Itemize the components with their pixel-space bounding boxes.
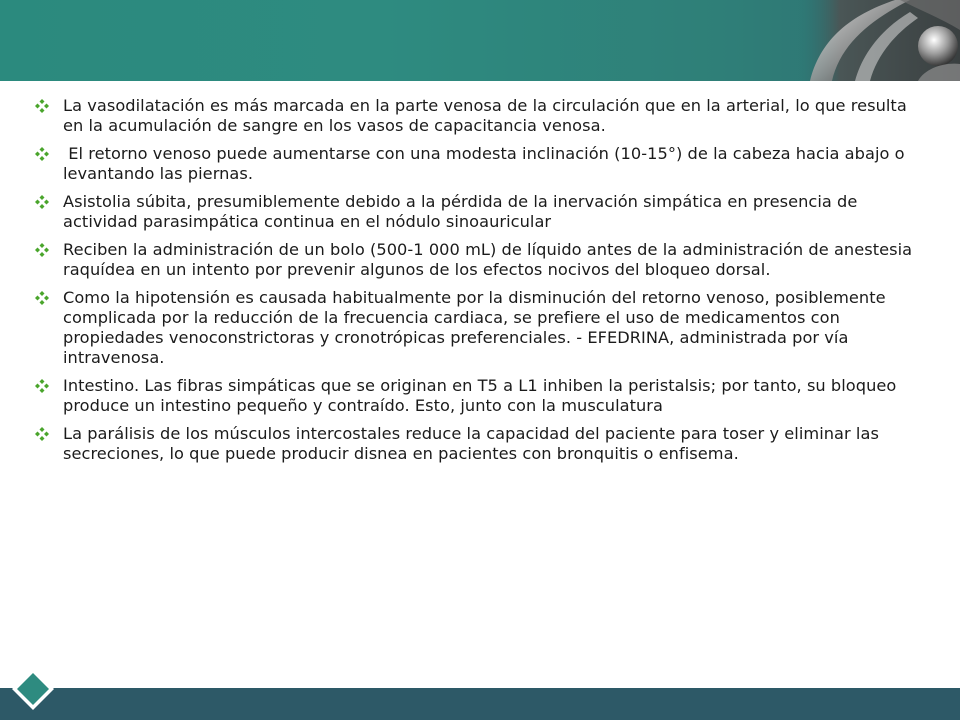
bullet-item <box>34 96 914 136</box>
bullet-text: Como la hipotensión es causada habitualmente por la disminución del retorno venoso, posiblemente complicada por la reducción de la frecuencia cardiaca, se prefiere el uso de medicamentos con propiedades venoconstrictoras y cronotrópicas preferenciales. - EFEDRINA, administrada por vía intravenosa. <box>63 288 886 367</box>
bullet-text: La parálisis de los músculos intercostales reduce la capacidad del paciente para toser y eliminar las secreciones, lo que puede producir disnea en pacientes con bronquitis o enfisema. <box>63 424 879 463</box>
footer-diamond-logo <box>8 664 58 714</box>
bullet-text: Intestino. Las fibras simpáticas que se originan en T5 a L1 inhiben la peristalsis; por tanto, su bloqueo produce un intestino pequeño y contraído. Esto, junto con la musculatura <box>63 376 897 415</box>
diamond-cluster-icon <box>34 242 50 258</box>
diamond-cluster-icon <box>34 98 50 114</box>
bullet-item <box>34 144 914 184</box>
bullet-text: Asistolia súbita, presumiblemente debido a la pérdida de la inervación simpática en presencia de actividad parasimpática continua en el nódulo sinoauricular <box>63 192 858 231</box>
diamond-cluster-icon <box>34 194 50 210</box>
bullet-text: El retorno venoso puede aumentarse con una modesta inclinación (10-15°) de la cabeza hacia abajo o levantando las piernas. <box>63 144 910 183</box>
bullet-item <box>34 424 914 464</box>
bullet-text: Reciben la administración de un bolo (500-1 000 mL) de líquido antes de la administración de anestesia raquídea en un intento por prevenir algunos de los efectos nocivos del bloqueo dorsal. <box>63 240 913 279</box>
bullet-list <box>34 96 914 472</box>
diamond-cluster-icon <box>34 290 50 306</box>
diamond-cluster-icon <box>34 378 50 394</box>
diamond-cluster-icon <box>34 146 50 162</box>
bullet-text: La vasodilatación es más marcada en la parte venosa de la circulación que en la arterial, lo que resulta en la acumulación de sangre en los vasos de capacitancia venosa. <box>63 96 907 135</box>
bullet-item <box>34 376 914 416</box>
bullet-item <box>34 288 914 368</box>
diamond-cluster-icon <box>34 426 50 442</box>
bullet-item <box>34 192 914 232</box>
bullet-item <box>34 240 914 280</box>
footer-band <box>0 688 960 720</box>
header-decorative-image <box>800 0 960 81</box>
